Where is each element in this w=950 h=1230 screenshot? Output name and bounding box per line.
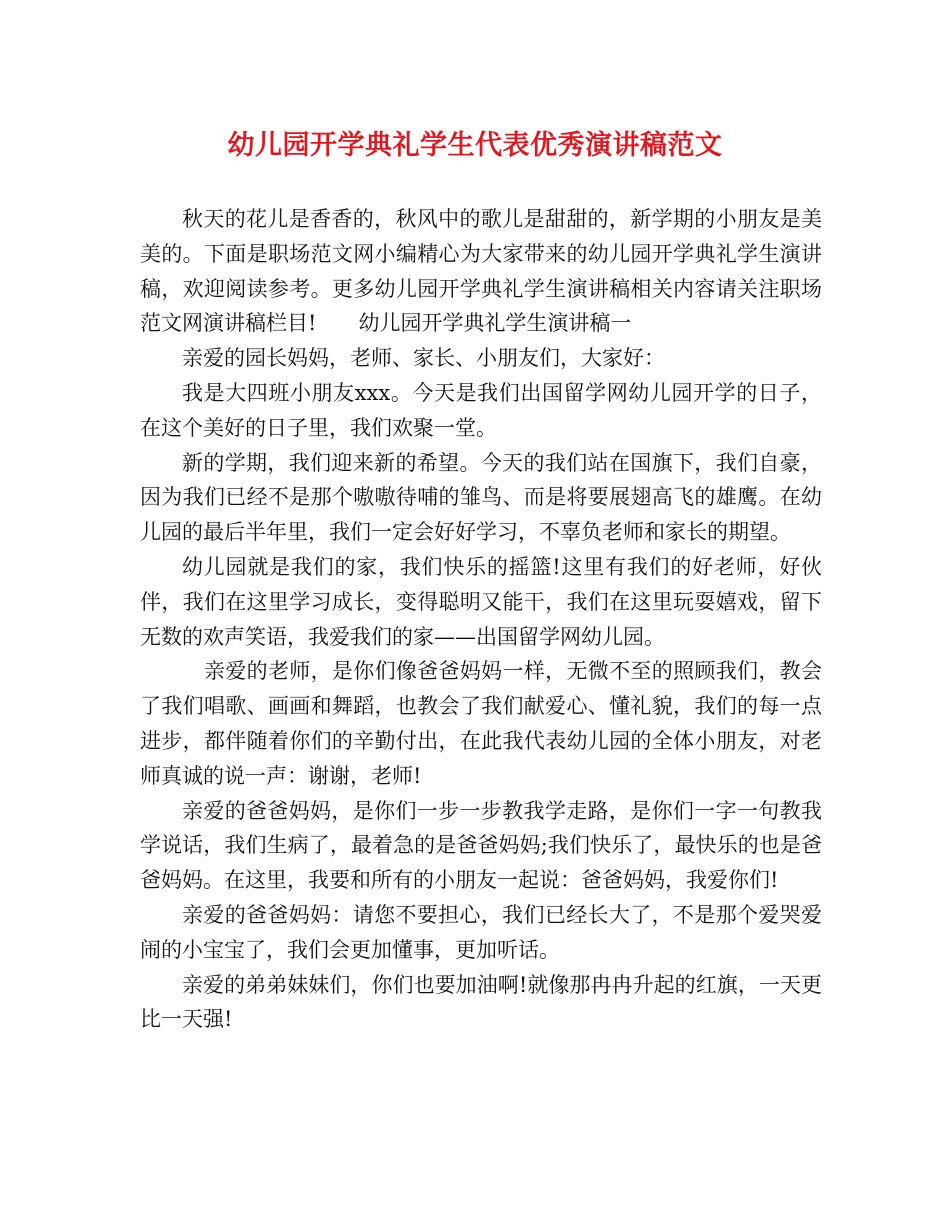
document-title: 幼儿园开学典礼学生代表优秀演讲稿范文 <box>227 130 723 161</box>
paragraph-parents-reassure: 亲爱的爸爸妈妈：请您不要担心，我们已经长大了，不是那个爱哭爱闹的小宝宝了，我们会更加懂事，更加听话。 <box>140 902 822 962</box>
paragraph-siblings: 亲爱的弟弟妹妹们，你们也要加油啊!就像那冉冉升起的红旗，一天更比一天强! <box>140 972 822 1032</box>
paragraph-greeting: 亲爱的园长妈妈，老师、家长、小朋友们，大家好： <box>182 346 665 371</box>
paragraph-kindergarten-home: 幼儿园就是我们的家，我们快乐的摇篮!这里有我们的好老师，好伙伴，我们在这里学习成长，变得聪明又能干，我们在这里玩耍嬉戏，留下无数的欢声笑语，我爱我们的家——出国留学网幼儿园。 <box>140 554 822 649</box>
paragraph-teachers: 亲爱的老师，是你们像爸爸妈妈一样，无微不至的照顾我们，教会了我们唱歌、画画和舞蹈，也教会了我们献爱心、懂礼貌，我们的每一点进步，都伴随着你们的辛勤付出，在此我代表幼儿园的全体小朋友，对老师真诚的说一声：谢谢，老师! <box>140 659 822 788</box>
paragraph-new-semester: 新的学期，我们迎来新的希望。今天的我们站在国旗下，我们自豪，因为我们已经不是那个嗷嗷待哺的雏鸟、而是将要展翅高飞的雄鹰。在幼儿园的最后半年里，我们一定会好好学习，不辜负老师和家长的期望。 <box>140 450 822 545</box>
paragraph-self-intro: 我是大四班小朋友xxx。今天是我们出国留学网幼儿园开学的日子，在这个美好的日子里，我们欢聚一堂。 <box>140 380 822 440</box>
document-body <box>140 202 822 1037</box>
paragraph-intro: 秋天的花儿是香香的，秋风中的歌儿是甜甜的，新学期的小朋友是美美的。下面是职场范文网小编精心为大家带来的幼儿园开学典礼学生演讲稿，欢迎阅读参考。更多幼儿园开学典礼学生演讲稿相关内容请关注职场范文网演讲稿栏目! 幼儿园开学典礼学生演讲稿一 <box>140 207 822 336</box>
paragraph-parents: 亲爱的爸爸妈妈，是你们一步一步教我学走路，是你们一字一句教我学说话，我们生病了，最着急的是爸爸妈妈;我们快乐了，最快乐的也是爸爸妈妈。在这里，我要和所有的小朋友一起说：爸爸妈妈，我爱你们! <box>140 798 822 893</box>
